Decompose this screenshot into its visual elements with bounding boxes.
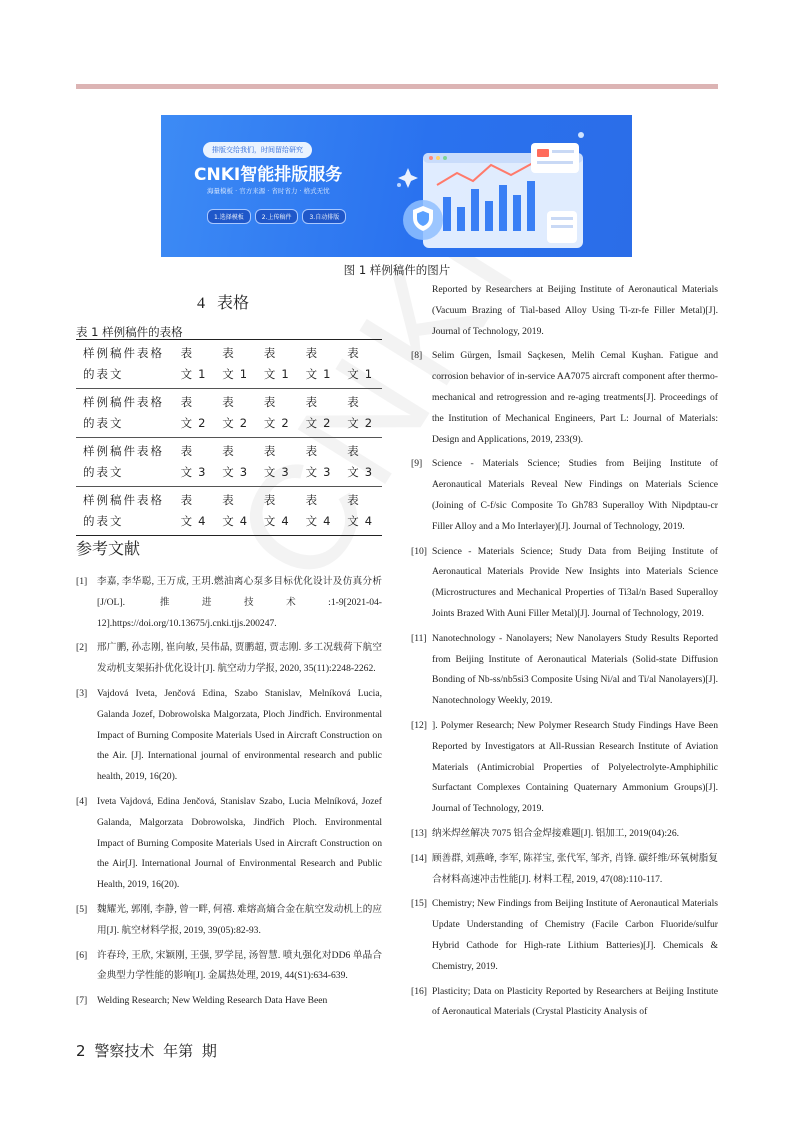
- reference-number: [5]: [76, 903, 88, 915]
- reference-text: 纳米焊丝解决 7075 铝合金焊接难题[J]. 铝加工, 2019(04):26.: [432, 827, 680, 839]
- reference-number: [2]: [76, 642, 88, 654]
- reference-number: [4]: [76, 795, 88, 807]
- banner-title: CNKI智能排版服务: [194, 165, 343, 185]
- reference-item: [411, 982, 718, 1024]
- table-cell: 表文2: [222, 395, 254, 430]
- references-list-right: [411, 280, 718, 1027]
- banner-step: 2.上传稿件: [255, 209, 299, 224]
- sample-table: [76, 339, 382, 536]
- table-cell: 表文3: [263, 444, 295, 479]
- reference-item: [76, 991, 382, 1012]
- reference-number: [13]: [411, 827, 427, 839]
- reference-item: [411, 346, 718, 450]
- reference-text: Iveta Vajdová, Edina Jenčová, Stanislav Szabo, Lucia Melníková, Jozef Galanda, Malgorzata Dobrowolska, Jindřich Ploch. Environmental Impact of Burning Composite Materials Used in Aircraft Construction on the Air[J]. International Journal of Environmental Research and Public Health, 2019, 16(20).: [97, 795, 382, 891]
- table-row: [76, 340, 382, 389]
- table-cell: 表文2: [347, 395, 379, 430]
- reference-number: [9]: [411, 458, 423, 470]
- reference-number: [6]: [76, 949, 88, 961]
- table-cell: 表文2: [180, 395, 212, 430]
- section-heading: [76, 290, 382, 313]
- references-list-left: [76, 572, 382, 1016]
- reference-item: [411, 454, 718, 537]
- table-cell: 表文4: [305, 493, 337, 528]
- table-cell: 表文1: [263, 346, 295, 381]
- reference-text: 李嘉, 李华聪, 王万成, 王玥.燃油离心泵多目标优化设计及仿真分析[J/OL]. 推进技术:1-9[2021-04-12].https://doi.org/10.13675/j.cnki.tjjs.200247.: [97, 576, 382, 629]
- reference-item: [411, 716, 718, 820]
- banner-step: 1.选择模板: [207, 209, 251, 224]
- section-number: 4: [196, 295, 205, 312]
- section-title: 表格: [216, 295, 249, 312]
- reference-text: Welding Research; New Welding Research Data Have Been: [97, 995, 328, 1007]
- reference-text: 顾善群, 刘燕峰, 李军, 陈祥宝, 张代军, 邹齐, 肖锋. 碳纤维/环氧树脂复合材料高速冲击性能[J]. 材料工程, 2019, 47(08):110-117.: [432, 852, 718, 885]
- table-cell: 表文3: [305, 444, 337, 479]
- reference-item: [76, 572, 382, 634]
- reference-number: [7]: [76, 995, 88, 1007]
- reference-text: Vajdová Iveta, Jenčová Edina, Szabo Stanislav, Melníková Lucia, Galanda Jozef, Dobrowolska Malgorzata, Ploch Jindřich. Environmental Impact of Burning Composite Materials Used in Aircraft Construction on the Air. [J]. International journal of environmental research and public health, 2019, 16(20).: [97, 687, 382, 783]
- table-cell: 表文1: [347, 346, 379, 381]
- reference-item: [76, 638, 382, 680]
- reference-text: Chemistry; New Findings from Beijing Institute of Aeronautical Materials Update Understanding of Chemistry (Facile Carbon Fluoride/sulfur Hybrid Cathode for High-rate Lithium Batteries)[J]. Chemicals & Chemistry, 2019.: [432, 898, 718, 972]
- table-cell: 表文4: [347, 493, 379, 528]
- table-cell: 样例稿件表格的表文: [83, 395, 164, 430]
- banner-steps: [207, 209, 350, 224]
- reference-item: [76, 684, 382, 788]
- reference-item: [76, 946, 382, 988]
- reference-number: [15]: [411, 898, 427, 910]
- reference-number: [12]: [411, 719, 427, 731]
- reference-item: [76, 792, 382, 896]
- table-cell: 表文3: [180, 444, 212, 479]
- table-cell: 表文2: [263, 395, 295, 430]
- reference-text: Selim Gürgen, İsmail Saçkesen, Melih Cemal Kuşhan. Fatigue and corrosion behavior of in-service AA7075 aircraft component after thermo-mechanical and retrogression and re-aging treatments[J]. Proceedings of the Institution of Mechanical Engineers, Part L: Journal of Materials: Design and Applications, 2019, 233(9).: [432, 350, 718, 445]
- table-cell: 表文3: [222, 444, 254, 479]
- reference-item: [411, 849, 718, 891]
- table-row: [76, 389, 382, 438]
- reference-number: [11]: [411, 632, 427, 644]
- banner-subtitle: 海量模板 · 官方来源 · 省时省力 · 格式无忧: [207, 187, 330, 195]
- reference-number: [1]: [76, 576, 88, 587]
- references-heading: 参考文献: [76, 539, 141, 558]
- reference-text: Reported by Researchers at Beijing Institute of Aeronautical Materials (Vacuum Brazing of Tial-based Alloy Using Ti-zr-fe Filler Metal)[J]. Journal of Technology, 2019.: [432, 284, 718, 337]
- reference-text: 许春玲, 王欣, 宋颖刚, 王强, 罗学昆, 汤智慧. 喷丸强化对DD6 单晶合金典型力学性能的影响[J]. 金属热处理, 2019, 44(S1):634-639.: [97, 949, 382, 982]
- reference-text: Plasticity; Data on Plasticity Reported by Researchers at Beijing Institute of Aeronautical Materials (Crystal Plasticity Analysis of: [432, 985, 718, 1018]
- issue-label: 年第 期: [163, 1042, 217, 1060]
- reference-item: [411, 894, 718, 977]
- reference-text: 魏耀光, 郭刚, 李静, 曾一畔, 何禧. 难熔高熵合金在航空发动机上的应用[J]. 航空材料学报, 2019, 39(05):82-93.: [97, 903, 382, 936]
- table-cell: 表文1: [305, 346, 337, 381]
- reference-continuation: [411, 280, 718, 342]
- table-cell: 表文1: [222, 346, 254, 381]
- page-footer: [76, 1040, 217, 1061]
- reference-text: ]. Polymer Research; New Polymer Research Study Findings Have Been Reported by Investigators at All-Russian Research Institute of Aviation Materials (Antimicrobial Properties of Polyelectrolyte-Amphiphilic Surfactant Complexes Containing Quaternary Ammonium Groups)[J]. Journal of Technology, 2019.: [432, 719, 718, 815]
- reference-item: [411, 824, 718, 845]
- reference-item: [76, 900, 382, 942]
- reference-number: [3]: [76, 687, 88, 699]
- reference-text: Nanotechnology - Nanolayers; New Nanolayers Study Results Reported from Beijing Institute of Aeronautical Materials (Solid-state Diffusion Bonding of Nb-ss/nb5si3 Composite Using Ni/al and Ti/al Nanolayers)[J]. Nanotechnology Weekly, 2019.: [432, 632, 718, 707]
- table-cell: 表文2: [305, 395, 337, 430]
- reference-item: [411, 629, 718, 712]
- reference-number: [8]: [411, 350, 423, 362]
- banner-step: 3.自动排版: [302, 209, 346, 224]
- reference-item: [411, 542, 718, 625]
- figure-banner-image: [161, 115, 632, 257]
- table-cell: 表文3: [347, 444, 379, 479]
- table-row: [76, 438, 382, 487]
- table-cell: 表文1: [180, 346, 212, 381]
- table-row: [76, 487, 382, 536]
- reference-number: [10]: [411, 545, 427, 557]
- header-rule: [76, 84, 718, 89]
- table-cell: 样例稿件表格的表文: [83, 444, 164, 479]
- table-cell: 表文4: [222, 493, 254, 528]
- reference-text: 邢广鹏, 孙志刚, 崔向敏, 吴伟晶, 贾鹏超, 贾志刚. 多工况载荷下航空发动机支架拓扑优化设计[J]. 航空动力学报, 2020, 35(11):2248-2262.: [97, 642, 382, 675]
- page-number: 2: [76, 1042, 86, 1060]
- table-caption: 表 1 样例稿件的表格: [76, 325, 183, 339]
- table-cell: 表文4: [263, 493, 295, 528]
- journal-name: 警察技术: [94, 1042, 155, 1060]
- figure-caption: 图 1 样例稿件的图片: [343, 263, 451, 277]
- table-cell: 表文4: [180, 493, 212, 528]
- table-cell: 样例稿件表格的表文: [83, 346, 164, 381]
- table-cell: 样例稿件表格的表文: [83, 493, 164, 528]
- reference-number: [16]: [411, 985, 427, 997]
- reference-text: Science - Materials Science; Study Data from Beijing Institute of Aeronautical Materials Provide New Insights into Materials Science (Microstructures and Mechanical Properties of Ti3al/n Based Superalloy Joints Brazed With Auni Filler Metal)[J]. Journal of Technology, 2019.: [432, 545, 718, 619]
- reference-number: [14]: [411, 852, 427, 864]
- banner-slogan: 排版交给我们，时间留给研究: [203, 142, 312, 158]
- reference-text: Science - Materials Science; Studies from Beijing Institute of Aeronautical Materials Reveal New Findings on Materials Science (Joining of C-f/sic Composite To Gh783 Superalloy With Nipdptau-cr Filler Alloy and a Mo Interlayer)[J]. Journal of Technology, 2019.: [432, 458, 718, 532]
